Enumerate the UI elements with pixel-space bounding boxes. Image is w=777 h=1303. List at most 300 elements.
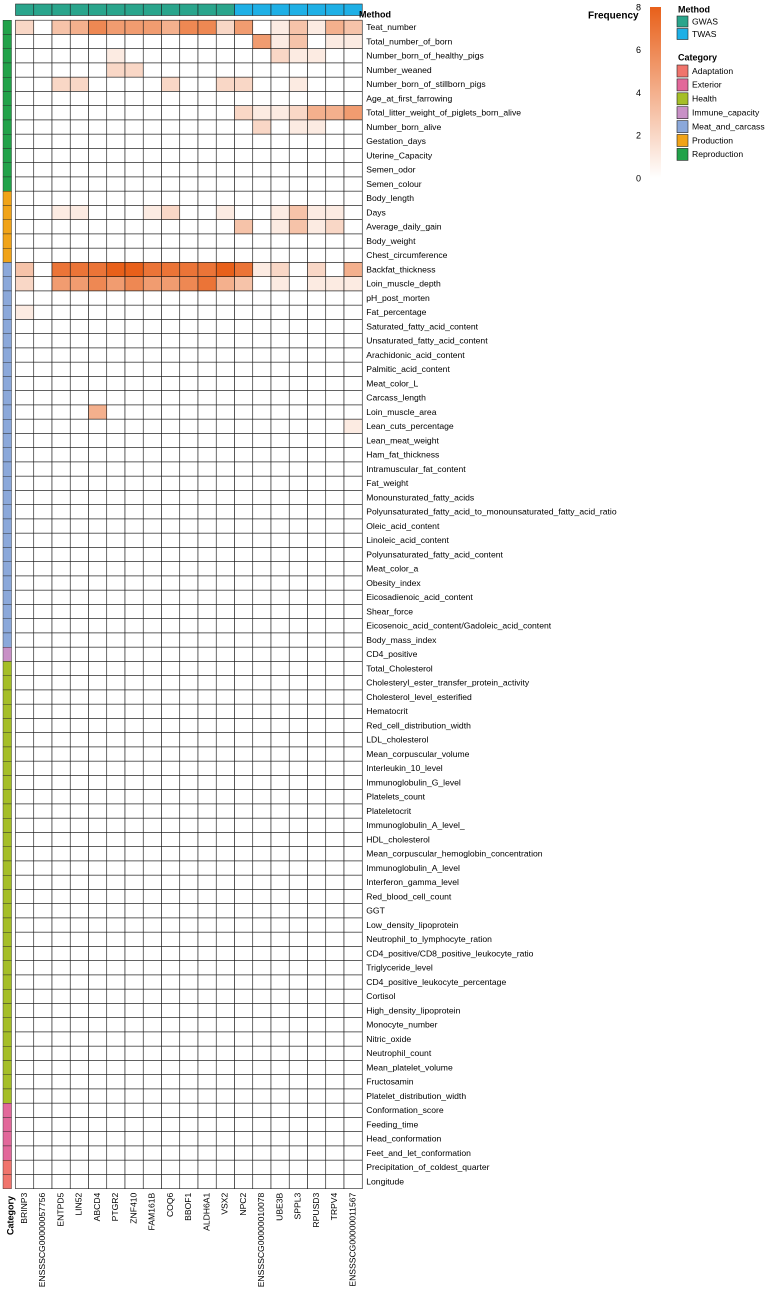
heatmap-cell — [70, 889, 88, 903]
category-annotation-cell — [3, 932, 12, 946]
heatmap-cell — [235, 49, 253, 63]
heatmap-cell — [52, 220, 70, 234]
heatmap-cell — [253, 1075, 271, 1089]
heatmap-cell — [34, 932, 52, 946]
heatmap-cell — [70, 975, 88, 989]
heatmap-cell — [253, 1032, 271, 1046]
heatmap-cell — [125, 220, 143, 234]
category-annotation-cell — [3, 362, 12, 376]
heatmap-cell — [70, 1146, 88, 1160]
heatmap-cell — [143, 1174, 161, 1188]
heatmap-cell — [16, 490, 34, 504]
heatmap-cell — [107, 604, 125, 618]
heatmap-cell — [289, 305, 307, 319]
heatmap-cell — [271, 761, 289, 775]
heatmap-cell — [198, 319, 216, 333]
heatmap-cell — [253, 932, 271, 946]
trait-label: Saturated_fatty_acid_content — [366, 321, 479, 332]
heatmap-cell — [326, 148, 344, 162]
heatmap-cell — [107, 20, 125, 34]
trait-label: Gestation_days — [366, 136, 426, 147]
heatmap-cell — [216, 961, 234, 975]
heatmap-cell — [52, 818, 70, 832]
heatmap-cell — [70, 562, 88, 576]
heatmap-cell — [216, 334, 234, 348]
heatmap-cell — [271, 961, 289, 975]
heatmap-cell — [125, 490, 143, 504]
heatmap-cell — [162, 505, 180, 519]
heatmap-cell — [52, 904, 70, 918]
heatmap-cell — [70, 1075, 88, 1089]
heatmap-cell — [52, 319, 70, 333]
heatmap-cell — [125, 519, 143, 533]
heatmap-cell — [89, 790, 107, 804]
heatmap-cell — [125, 1032, 143, 1046]
heatmap-cell — [70, 1003, 88, 1017]
heatmap-cell — [89, 989, 107, 1003]
heatmap-cell — [198, 1160, 216, 1174]
heatmap-cell — [344, 148, 362, 162]
heatmap-cell — [308, 576, 326, 590]
heatmap-cell — [253, 633, 271, 647]
heatmap-cell — [34, 419, 52, 433]
heatmap-cell — [125, 1075, 143, 1089]
heatmap-cell — [52, 790, 70, 804]
category-annotation-label: Category — [5, 1196, 16, 1236]
heatmap-cell — [34, 547, 52, 561]
heatmap-cell — [16, 733, 34, 747]
heatmap-cell — [52, 1089, 70, 1103]
heatmap-cell — [198, 576, 216, 590]
heatmap-cell — [271, 163, 289, 177]
heatmap-cell — [216, 562, 234, 576]
heatmap-cell — [253, 77, 271, 91]
heatmap-cell — [198, 277, 216, 291]
heatmap-cell — [143, 1103, 161, 1117]
heatmap-cell — [70, 220, 88, 234]
heatmap-cell — [253, 946, 271, 960]
trait-label: Number_born_alive — [366, 121, 442, 132]
heatmap-cell — [308, 448, 326, 462]
heatmap-cell — [289, 1103, 307, 1117]
heatmap-cell — [52, 690, 70, 704]
gene-label: TRPV4 — [329, 1192, 340, 1221]
heatmap-cell — [16, 1060, 34, 1074]
heatmap-cell — [125, 248, 143, 262]
trait-label: CD4_positive — [366, 649, 418, 660]
heatmap-cell — [34, 790, 52, 804]
heatmap-cell — [253, 904, 271, 918]
heatmap-cell — [107, 1046, 125, 1060]
heatmap-cell — [16, 904, 34, 918]
heatmap-cell — [107, 861, 125, 875]
method-annotation-cell — [271, 4, 289, 16]
heatmap-cell — [308, 1003, 326, 1017]
heatmap-cell — [289, 932, 307, 946]
trait-label: Loin_muscle_area — [366, 406, 437, 417]
heatmap-cell — [143, 106, 161, 120]
heatmap-cell — [235, 946, 253, 960]
heatmap-cell — [235, 932, 253, 946]
category-annotation-cell — [3, 576, 12, 590]
heatmap-cell — [326, 818, 344, 832]
heatmap-cell — [271, 704, 289, 718]
method-annotation-cell — [70, 4, 88, 16]
heatmap-cell — [216, 20, 234, 34]
heatmap-cell — [34, 262, 52, 276]
heatmap-cell — [180, 191, 198, 205]
heatmap-cell — [107, 191, 125, 205]
heatmap-cell — [52, 277, 70, 291]
heatmap-cell — [253, 889, 271, 903]
heatmap-cell — [52, 533, 70, 547]
category-annotation-cell — [3, 918, 12, 932]
heatmap-cell — [70, 1103, 88, 1117]
heatmap-cell — [308, 704, 326, 718]
heatmap-cell — [235, 191, 253, 205]
category-annotation-cell — [3, 334, 12, 348]
heatmap-cell — [107, 1117, 125, 1131]
heatmap-cell — [326, 1018, 344, 1032]
heatmap-cell — [180, 433, 198, 447]
heatmap-cell — [89, 875, 107, 889]
heatmap-cell — [308, 1117, 326, 1131]
heatmap-cell — [180, 989, 198, 1003]
heatmap-cell — [326, 134, 344, 148]
heatmap-cell — [107, 106, 125, 120]
heatmap-cell — [253, 1103, 271, 1117]
heatmap-cell — [344, 177, 362, 191]
heatmap-cell — [326, 747, 344, 761]
heatmap-cell — [308, 619, 326, 633]
heatmap-cell — [162, 1046, 180, 1060]
heatmap-cell — [162, 832, 180, 846]
heatmap-cell — [180, 804, 198, 818]
trait-label: Immunoglobulin_G_level — [366, 777, 461, 788]
heatmap-cell — [107, 676, 125, 690]
heatmap-cell — [52, 148, 70, 162]
heatmap-cell — [180, 505, 198, 519]
heatmap-cell — [326, 733, 344, 747]
heatmap-cell — [52, 775, 70, 789]
heatmap-cell — [89, 476, 107, 490]
heatmap-cell — [143, 248, 161, 262]
heatmap-cell — [162, 718, 180, 732]
heatmap-cell — [253, 832, 271, 846]
heatmap-cell — [143, 975, 161, 989]
heatmap-cell — [308, 861, 326, 875]
heatmap-cell — [52, 1060, 70, 1074]
heatmap-cell — [125, 433, 143, 447]
heatmap-cell — [271, 319, 289, 333]
gene-label: ENSSSCG00000010078 — [256, 1192, 267, 1288]
category-annotation-cell — [3, 20, 12, 34]
heatmap-cell — [326, 1032, 344, 1046]
heatmap-cell — [326, 619, 344, 633]
category-annotation-cell — [3, 448, 12, 462]
heatmap-cell — [70, 918, 88, 932]
heatmap-cell — [162, 804, 180, 818]
heatmap-cell — [125, 661, 143, 675]
heatmap-cell — [70, 818, 88, 832]
heatmap-cell — [70, 619, 88, 633]
heatmap-cell — [70, 63, 88, 77]
heatmap-cell — [180, 647, 198, 661]
category-annotation-cell — [3, 704, 12, 718]
heatmap-cell — [107, 505, 125, 519]
heatmap-cell — [344, 362, 362, 376]
heatmap-cell — [70, 733, 88, 747]
heatmap-cell — [326, 490, 344, 504]
gene-label: ENSSSCG00000011567 — [347, 1192, 358, 1287]
heatmap-cell — [198, 1174, 216, 1188]
heatmap-cell — [143, 832, 161, 846]
heatmap-cell — [107, 932, 125, 946]
heatmap-cell — [253, 1160, 271, 1174]
heatmap-cell — [253, 790, 271, 804]
heatmap-cell — [235, 305, 253, 319]
heatmap-cell — [162, 946, 180, 960]
heatmap-cell — [107, 34, 125, 48]
heatmap-cell — [16, 362, 34, 376]
heatmap-cell — [16, 433, 34, 447]
heatmap-cell — [253, 1117, 271, 1131]
heatmap-cell — [89, 419, 107, 433]
heatmap-cell — [326, 120, 344, 134]
gene-label: COQ6 — [164, 1192, 175, 1218]
heatmap-cell — [289, 490, 307, 504]
heatmap-cell — [52, 505, 70, 519]
heatmap-cell — [271, 334, 289, 348]
heatmap-cell — [216, 1075, 234, 1089]
heatmap-cell — [125, 875, 143, 889]
heatmap-cell — [344, 163, 362, 177]
heatmap-cell — [289, 832, 307, 846]
method-annotation-cell — [143, 4, 161, 16]
heatmap-cell — [143, 704, 161, 718]
heatmap-cell — [89, 433, 107, 447]
heatmap-cell — [253, 861, 271, 875]
heatmap-cell — [216, 262, 234, 276]
heatmap-cell — [162, 376, 180, 390]
heatmap-cell — [125, 362, 143, 376]
heatmap-cell — [34, 989, 52, 1003]
heatmap-cell — [235, 63, 253, 77]
heatmap-cell — [235, 1075, 253, 1089]
heatmap-cell — [34, 975, 52, 989]
heatmap-cell — [326, 661, 344, 675]
heatmap-cell — [162, 348, 180, 362]
heatmap-cell — [52, 49, 70, 63]
heatmap-cell — [289, 362, 307, 376]
heatmap-cell — [308, 1060, 326, 1074]
heatmap-cell — [16, 818, 34, 832]
heatmap-cell — [198, 433, 216, 447]
trait-label: Teat_number — [366, 22, 417, 33]
heatmap-cell — [107, 348, 125, 362]
heatmap-cell — [107, 832, 125, 846]
heatmap-cell — [180, 405, 198, 419]
heatmap-cell — [253, 619, 271, 633]
heatmap-cell — [271, 832, 289, 846]
heatmap-cell — [271, 348, 289, 362]
trait-label: Polyunsaturated_fatty_acid_to_monounsaturated_fatty_acid_ratio — [366, 506, 617, 517]
heatmap-cell — [235, 419, 253, 433]
heatmap-cell — [216, 989, 234, 1003]
heatmap-cell — [125, 690, 143, 704]
heatmap-cell — [70, 1160, 88, 1174]
category-legend — [677, 52, 765, 160]
heatmap-cell — [326, 191, 344, 205]
heatmap-cell — [162, 690, 180, 704]
heatmap-cell — [34, 1046, 52, 1060]
heatmap-cell — [89, 1146, 107, 1160]
heatmap-cell — [89, 448, 107, 462]
heatmap-cell — [344, 761, 362, 775]
heatmap-cell — [107, 177, 125, 191]
heatmap-cell — [235, 590, 253, 604]
trait-label: Immunoglobulin_A_level_ — [366, 820, 465, 831]
heatmap-cell — [89, 191, 107, 205]
heatmap-cell — [344, 946, 362, 960]
heatmap-cell — [89, 818, 107, 832]
heatmap-cell — [344, 576, 362, 590]
heatmap-cell — [326, 262, 344, 276]
heatmap-cell — [180, 562, 198, 576]
heatmap-cell — [326, 391, 344, 405]
heatmap-cell — [125, 106, 143, 120]
heatmap-cell — [235, 277, 253, 291]
heatmap-cell — [289, 1146, 307, 1160]
heatmap-cell — [326, 305, 344, 319]
trait-label: Fructosamin — [366, 1076, 414, 1087]
heatmap-cell — [235, 34, 253, 48]
heatmap-cell — [235, 248, 253, 262]
heatmap-cell — [235, 718, 253, 732]
heatmap-cell — [52, 106, 70, 120]
heatmap-cell — [344, 619, 362, 633]
heatmap-cell — [143, 220, 161, 234]
heatmap-cell — [344, 1117, 362, 1131]
heatmap-cell — [16, 262, 34, 276]
heatmap-cell — [162, 205, 180, 219]
heatmap-cell — [289, 348, 307, 362]
heatmap-cell — [253, 1046, 271, 1060]
heatmap-cell — [216, 775, 234, 789]
heatmap-cell — [143, 604, 161, 618]
heatmap-cell — [143, 34, 161, 48]
heatmap-cell — [89, 747, 107, 761]
heatmap-cell — [308, 262, 326, 276]
heatmap-cell — [180, 704, 198, 718]
heatmap-cell — [198, 248, 216, 262]
heatmap-cell — [34, 690, 52, 704]
heatmap-cell — [107, 305, 125, 319]
heatmap-cell — [16, 391, 34, 405]
trait-label: Monounsturated_fatty_acids — [366, 492, 475, 503]
heatmap-cell — [271, 148, 289, 162]
heatmap-cell — [216, 1046, 234, 1060]
heatmap-cell — [107, 334, 125, 348]
heatmap-cell — [289, 647, 307, 661]
heatmap-cell — [216, 975, 234, 989]
heatmap-cell — [89, 177, 107, 191]
heatmap-cell — [125, 1089, 143, 1103]
heatmap-cell — [216, 704, 234, 718]
heatmap-cell — [52, 961, 70, 975]
heatmap-cell — [289, 220, 307, 234]
heatmap-cell — [253, 519, 271, 533]
heatmap-cell — [271, 690, 289, 704]
heatmap-cell — [198, 91, 216, 105]
heatmap-cell — [34, 305, 52, 319]
heatmap-cell — [271, 277, 289, 291]
heatmap-cell — [180, 49, 198, 63]
heatmap-cell — [308, 148, 326, 162]
heatmap-cell — [89, 91, 107, 105]
heatmap-cell — [235, 961, 253, 975]
category-annotation-cell — [3, 1132, 12, 1146]
heatmap-cell — [216, 576, 234, 590]
category-annotation-cell — [3, 120, 12, 134]
heatmap-cell — [34, 918, 52, 932]
heatmap-cell — [70, 391, 88, 405]
heatmap-cell — [70, 177, 88, 191]
heatmap-cell — [180, 761, 198, 775]
heatmap-cell — [253, 1174, 271, 1188]
heatmap-cell — [289, 376, 307, 390]
heatmap-cell — [125, 704, 143, 718]
heatmap-cell — [344, 391, 362, 405]
category-annotation-cell — [3, 1060, 12, 1074]
heatmap-cell — [52, 718, 70, 732]
heatmap-cell — [89, 148, 107, 162]
heatmap-cell — [326, 277, 344, 291]
heatmap-cell — [180, 476, 198, 490]
heatmap-cell — [16, 248, 34, 262]
heatmap-cell — [70, 861, 88, 875]
heatmap-cell — [52, 1032, 70, 1046]
heatmap-cell — [216, 433, 234, 447]
heatmap-cell — [52, 419, 70, 433]
heatmap-cell — [216, 419, 234, 433]
heatmap-cell — [125, 319, 143, 333]
heatmap-cell — [235, 91, 253, 105]
heatmap-cell — [70, 405, 88, 419]
heatmap-cell — [326, 647, 344, 661]
heatmap-cell — [326, 63, 344, 77]
heatmap-cell — [289, 790, 307, 804]
trait-label: Hematocrit — [366, 706, 408, 717]
heatmap-cell — [16, 20, 34, 34]
heatmap-cell — [289, 205, 307, 219]
heatmap-cell — [16, 889, 34, 903]
heatmap-cell — [235, 904, 253, 918]
heatmap-cell — [107, 391, 125, 405]
heatmap-cell — [180, 1075, 198, 1089]
heatmap-cell — [89, 220, 107, 234]
gene-label: NPC2 — [237, 1192, 248, 1216]
heatmap-cell — [89, 519, 107, 533]
heatmap-cell — [308, 975, 326, 989]
heatmap-cell — [289, 718, 307, 732]
heatmap-cell — [308, 633, 326, 647]
heatmap-cell — [326, 248, 344, 262]
heatmap-cell — [162, 34, 180, 48]
heatmap-cell — [107, 319, 125, 333]
heatmap-cell — [143, 562, 161, 576]
heatmap-cell — [89, 718, 107, 732]
